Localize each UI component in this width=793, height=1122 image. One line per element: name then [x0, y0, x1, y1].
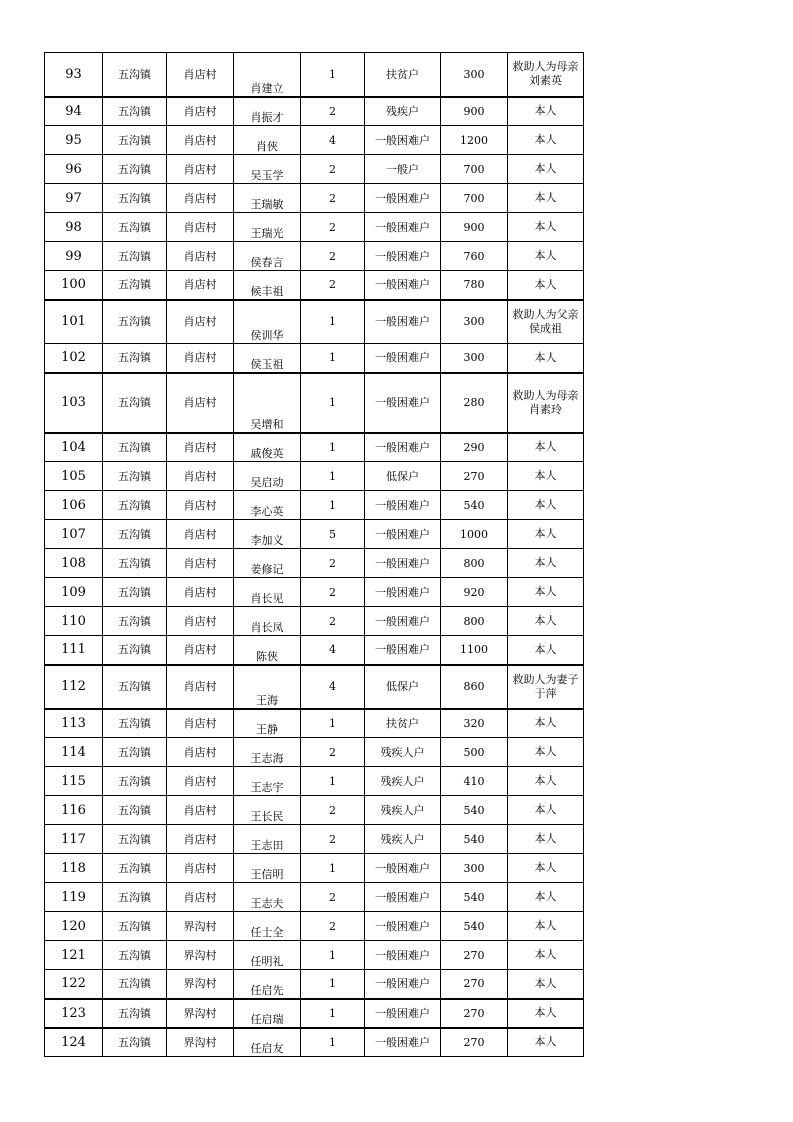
village-cell: 肖店村	[167, 433, 234, 462]
remark-cell: 本人	[508, 491, 584, 520]
roster-body	[45, 53, 584, 1057]
household-size-cell: 1	[301, 491, 365, 520]
row-number-cell: 107	[45, 520, 103, 549]
household-size-cell: 2	[301, 549, 365, 578]
household-category-cell: 残疾人户	[365, 796, 441, 825]
recipient-name-cell: 王信明	[234, 854, 301, 883]
household-size-cell: 2	[301, 825, 365, 854]
table-row	[45, 53, 584, 97]
town-cell: 五沟镇	[103, 373, 167, 433]
recipient-name-cell: 王志夫	[234, 883, 301, 912]
row-number-cell: 122	[45, 970, 103, 999]
row-number-cell: 115	[45, 767, 103, 796]
village-cell: 界沟村	[167, 1028, 234, 1057]
recipient-name-cell: 任明礼	[234, 941, 301, 970]
recipient-name-cell: 肖俠	[234, 126, 301, 155]
recipient-name-cell: 侯训华	[234, 300, 301, 344]
household-size-cell: 4	[301, 126, 365, 155]
town-cell: 五沟镇	[103, 126, 167, 155]
remark-cell: 本人	[508, 709, 584, 738]
recipient-name-cell: 李加义	[234, 520, 301, 549]
relief-amount-cell: 800	[441, 607, 508, 636]
town-cell: 五沟镇	[103, 271, 167, 300]
remark-cell: 本人	[508, 941, 584, 970]
row-number-cell: 113	[45, 709, 103, 738]
household-category-cell: 一般困难户	[365, 373, 441, 433]
town-cell: 五沟镇	[103, 520, 167, 549]
row-number-cell: 94	[45, 97, 103, 126]
remark-cell: 本人	[508, 883, 584, 912]
town-cell: 五沟镇	[103, 854, 167, 883]
village-cell: 肖店村	[167, 636, 234, 665]
row-number-cell: 104	[45, 433, 103, 462]
household-category-cell: 一般困难户	[365, 126, 441, 155]
village-cell: 肖店村	[167, 709, 234, 738]
household-size-cell: 4	[301, 636, 365, 665]
town-cell: 五沟镇	[103, 825, 167, 854]
recipient-name-cell: 吴增和	[234, 373, 301, 433]
village-cell: 肖店村	[167, 883, 234, 912]
remark-cell: 本人	[508, 520, 584, 549]
table-row	[45, 883, 584, 912]
row-number-cell: 101	[45, 300, 103, 344]
table-row	[45, 738, 584, 767]
remark-cell: 本人	[508, 970, 584, 999]
relief-amount-cell: 270	[441, 462, 508, 491]
table-row	[45, 709, 584, 738]
household-category-cell: 一般户	[365, 155, 441, 184]
table-row	[45, 665, 584, 709]
household-size-cell: 1	[301, 344, 365, 373]
relief-amount-cell: 760	[441, 242, 508, 271]
village-cell: 肖店村	[167, 184, 234, 213]
table-row	[45, 242, 584, 271]
relief-amount-cell: 270	[441, 970, 508, 999]
row-number-cell: 105	[45, 462, 103, 491]
household-size-cell: 1	[301, 462, 365, 491]
table-row	[45, 767, 584, 796]
relief-amount-cell: 1200	[441, 126, 508, 155]
town-cell: 五沟镇	[103, 709, 167, 738]
row-number-cell: 106	[45, 491, 103, 520]
relief-amount-cell: 270	[441, 941, 508, 970]
village-cell: 肖店村	[167, 155, 234, 184]
household-category-cell: 一般困难户	[365, 271, 441, 300]
recipient-name-cell: 肖振才	[234, 97, 301, 126]
household-category-cell: 扶贫户	[365, 53, 441, 97]
household-category-cell: 一般困难户	[365, 491, 441, 520]
town-cell: 五沟镇	[103, 53, 167, 97]
village-cell: 肖店村	[167, 462, 234, 491]
remark-cell: 救助人为父亲侯成祖	[508, 300, 584, 344]
household-size-cell: 2	[301, 796, 365, 825]
table-row	[45, 999, 584, 1028]
relief-roster-table	[44, 52, 584, 1057]
village-cell: 肖店村	[167, 665, 234, 709]
relief-amount-cell: 1100	[441, 636, 508, 665]
recipient-name-cell: 王静	[234, 709, 301, 738]
household-size-cell: 2	[301, 213, 365, 242]
row-number-cell: 93	[45, 53, 103, 97]
table-row	[45, 549, 584, 578]
household-size-cell: 1	[301, 373, 365, 433]
relief-amount-cell: 900	[441, 213, 508, 242]
village-cell: 肖店村	[167, 549, 234, 578]
town-cell: 五沟镇	[103, 491, 167, 520]
relief-amount-cell: 540	[441, 796, 508, 825]
household-category-cell: 一般困难户	[365, 242, 441, 271]
recipient-name-cell: 任启先	[234, 970, 301, 999]
village-cell: 界沟村	[167, 970, 234, 999]
row-number-cell: 102	[45, 344, 103, 373]
household-category-cell: 一般困难户	[365, 941, 441, 970]
town-cell: 五沟镇	[103, 767, 167, 796]
table-row	[45, 155, 584, 184]
household-category-cell: 一般困难户	[365, 854, 441, 883]
row-number-cell: 118	[45, 854, 103, 883]
household-category-cell: 一般困难户	[365, 213, 441, 242]
household-size-cell: 2	[301, 738, 365, 767]
remark-cell: 本人	[508, 271, 584, 300]
recipient-name-cell: 李心英	[234, 491, 301, 520]
household-size-cell: 1	[301, 1028, 365, 1057]
table-row	[45, 796, 584, 825]
table-row	[45, 941, 584, 970]
town-cell: 五沟镇	[103, 941, 167, 970]
household-size-cell: 1	[301, 767, 365, 796]
recipient-name-cell: 任启瑞	[234, 999, 301, 1028]
table-row	[45, 854, 584, 883]
household-category-cell: 一般困难户	[365, 433, 441, 462]
town-cell: 五沟镇	[103, 738, 167, 767]
table-row	[45, 578, 584, 607]
remark-cell: 本人	[508, 97, 584, 126]
household-size-cell: 2	[301, 184, 365, 213]
table-row	[45, 97, 584, 126]
remark-cell: 本人	[508, 126, 584, 155]
household-category-cell: 残疾人户	[365, 738, 441, 767]
remark-cell: 救助人为妻子于萍	[508, 665, 584, 709]
remark-cell: 本人	[508, 344, 584, 373]
household-category-cell: 残疾户	[365, 97, 441, 126]
table-row	[45, 607, 584, 636]
row-number-cell: 116	[45, 796, 103, 825]
recipient-name-cell: 任士全	[234, 912, 301, 941]
row-number-cell: 112	[45, 665, 103, 709]
household-category-cell: 一般困难户	[365, 970, 441, 999]
relief-amount-cell: 300	[441, 300, 508, 344]
remark-cell: 本人	[508, 578, 584, 607]
village-cell: 肖店村	[167, 126, 234, 155]
village-cell: 肖店村	[167, 767, 234, 796]
household-size-cell: 1	[301, 854, 365, 883]
household-category-cell: 一般困难户	[365, 912, 441, 941]
remark-cell: 本人	[508, 738, 584, 767]
relief-amount-cell: 540	[441, 912, 508, 941]
table-row	[45, 344, 584, 373]
remark-cell: 本人	[508, 242, 584, 271]
household-size-cell: 2	[301, 578, 365, 607]
household-size-cell: 2	[301, 883, 365, 912]
relief-amount-cell: 1000	[441, 520, 508, 549]
household-size-cell: 1	[301, 433, 365, 462]
household-category-cell: 残疾人户	[365, 767, 441, 796]
relief-amount-cell: 780	[441, 271, 508, 300]
recipient-name-cell: 王瑞敏	[234, 184, 301, 213]
town-cell: 五沟镇	[103, 549, 167, 578]
recipient-name-cell: 陈俠	[234, 636, 301, 665]
household-category-cell: 一般困难户	[365, 520, 441, 549]
relief-amount-cell: 540	[441, 825, 508, 854]
household-category-cell: 一般困难户	[365, 607, 441, 636]
row-number-cell: 96	[45, 155, 103, 184]
relief-amount-cell: 300	[441, 854, 508, 883]
table-row	[45, 1028, 584, 1057]
remark-cell: 本人	[508, 607, 584, 636]
village-cell: 肖店村	[167, 300, 234, 344]
remark-cell: 本人	[508, 549, 584, 578]
row-number-cell: 99	[45, 242, 103, 271]
town-cell: 五沟镇	[103, 665, 167, 709]
village-cell: 肖店村	[167, 344, 234, 373]
remark-cell: 本人	[508, 767, 584, 796]
village-cell: 肖店村	[167, 578, 234, 607]
table-row	[45, 271, 584, 300]
row-number-cell: 124	[45, 1028, 103, 1057]
relief-amount-cell: 800	[441, 549, 508, 578]
table-row	[45, 491, 584, 520]
village-cell: 肖店村	[167, 373, 234, 433]
row-number-cell: 110	[45, 607, 103, 636]
household-size-cell: 2	[301, 242, 365, 271]
village-cell: 界沟村	[167, 999, 234, 1028]
row-number-cell: 111	[45, 636, 103, 665]
table-row	[45, 184, 584, 213]
remark-cell: 本人	[508, 796, 584, 825]
recipient-name-cell: 候丰祖	[234, 271, 301, 300]
village-cell: 界沟村	[167, 912, 234, 941]
household-size-cell: 5	[301, 520, 365, 549]
relief-amount-cell: 290	[441, 433, 508, 462]
household-category-cell: 一般困难户	[365, 300, 441, 344]
town-cell: 五沟镇	[103, 883, 167, 912]
town-cell: 五沟镇	[103, 999, 167, 1028]
village-cell: 肖店村	[167, 520, 234, 549]
household-size-cell: 2	[301, 271, 365, 300]
row-number-cell: 97	[45, 184, 103, 213]
household-size-cell: 1	[301, 300, 365, 344]
household-size-cell: 1	[301, 53, 365, 97]
row-number-cell: 103	[45, 373, 103, 433]
relief-amount-cell: 860	[441, 665, 508, 709]
village-cell: 肖店村	[167, 213, 234, 242]
recipient-name-cell: 姜修记	[234, 549, 301, 578]
household-size-cell: 1	[301, 999, 365, 1028]
household-category-cell: 一般困难户	[365, 549, 441, 578]
remark-cell: 救助人为母亲刘素英	[508, 53, 584, 97]
town-cell: 五沟镇	[103, 607, 167, 636]
relief-amount-cell: 700	[441, 155, 508, 184]
row-number-cell: 109	[45, 578, 103, 607]
table-row	[45, 636, 584, 665]
remark-cell: 本人	[508, 155, 584, 184]
recipient-name-cell: 侯玉祖	[234, 344, 301, 373]
village-cell: 肖店村	[167, 854, 234, 883]
household-category-cell: 一般困难户	[365, 1028, 441, 1057]
town-cell: 五沟镇	[103, 578, 167, 607]
household-size-cell: 1	[301, 709, 365, 738]
village-cell: 肖店村	[167, 242, 234, 271]
household-category-cell: 一般困难户	[365, 184, 441, 213]
relief-amount-cell: 920	[441, 578, 508, 607]
remark-cell: 本人	[508, 912, 584, 941]
remark-cell: 本人	[508, 184, 584, 213]
row-number-cell: 121	[45, 941, 103, 970]
recipient-name-cell: 肖长凤	[234, 607, 301, 636]
household-size-cell: 2	[301, 912, 365, 941]
table-row	[45, 825, 584, 854]
row-number-cell: 114	[45, 738, 103, 767]
table-row	[45, 373, 584, 433]
table-row	[45, 912, 584, 941]
town-cell: 五沟镇	[103, 433, 167, 462]
recipient-name-cell: 王志田	[234, 825, 301, 854]
remark-cell: 本人	[508, 213, 584, 242]
recipient-name-cell: 吴玉学	[234, 155, 301, 184]
row-number-cell: 95	[45, 126, 103, 155]
town-cell: 五沟镇	[103, 97, 167, 126]
town-cell: 五沟镇	[103, 155, 167, 184]
household-category-cell: 扶贫户	[365, 709, 441, 738]
relief-amount-cell: 900	[441, 97, 508, 126]
recipient-name-cell: 戚俊英	[234, 433, 301, 462]
recipient-name-cell: 肖建立	[234, 53, 301, 97]
recipient-name-cell: 王长民	[234, 796, 301, 825]
town-cell: 五沟镇	[103, 184, 167, 213]
village-cell: 肖店村	[167, 271, 234, 300]
remark-cell: 本人	[508, 854, 584, 883]
row-number-cell: 120	[45, 912, 103, 941]
village-cell: 肖店村	[167, 97, 234, 126]
row-number-cell: 108	[45, 549, 103, 578]
household-size-cell: 2	[301, 607, 365, 636]
recipient-name-cell: 侯春言	[234, 242, 301, 271]
recipient-name-cell: 王志海	[234, 738, 301, 767]
relief-amount-cell: 270	[441, 1028, 508, 1057]
relief-amount-cell: 540	[441, 883, 508, 912]
town-cell: 五沟镇	[103, 213, 167, 242]
household-category-cell: 一般困难户	[365, 999, 441, 1028]
relief-amount-cell: 700	[441, 184, 508, 213]
remark-cell: 本人	[508, 433, 584, 462]
row-number-cell: 123	[45, 999, 103, 1028]
recipient-name-cell: 王海	[234, 665, 301, 709]
village-cell: 肖店村	[167, 53, 234, 97]
relief-amount-cell: 410	[441, 767, 508, 796]
table-row	[45, 970, 584, 999]
relief-amount-cell: 300	[441, 344, 508, 373]
relief-amount-cell: 280	[441, 373, 508, 433]
town-cell: 五沟镇	[103, 912, 167, 941]
remark-cell: 救助人为母亲肖素玲	[508, 373, 584, 433]
household-category-cell: 一般困难户	[365, 883, 441, 912]
household-category-cell: 残疾人户	[365, 825, 441, 854]
remark-cell: 本人	[508, 999, 584, 1028]
table-row	[45, 126, 584, 155]
village-cell: 界沟村	[167, 941, 234, 970]
household-category-cell: 一般困难户	[365, 636, 441, 665]
recipient-name-cell: 任启友	[234, 1028, 301, 1057]
table-row	[45, 213, 584, 242]
household-category-cell: 一般困难户	[365, 344, 441, 373]
town-cell: 五沟镇	[103, 1028, 167, 1057]
town-cell: 五沟镇	[103, 970, 167, 999]
remark-cell: 本人	[508, 1028, 584, 1057]
row-number-cell: 100	[45, 271, 103, 300]
recipient-name-cell: 吴启动	[234, 462, 301, 491]
row-number-cell: 119	[45, 883, 103, 912]
village-cell: 肖店村	[167, 796, 234, 825]
village-cell: 肖店村	[167, 491, 234, 520]
remark-cell: 本人	[508, 636, 584, 665]
row-number-cell: 98	[45, 213, 103, 242]
household-size-cell: 2	[301, 97, 365, 126]
household-size-cell: 4	[301, 665, 365, 709]
relief-amount-cell: 320	[441, 709, 508, 738]
town-cell: 五沟镇	[103, 300, 167, 344]
recipient-name-cell: 肖长见	[234, 578, 301, 607]
village-cell: 肖店村	[167, 738, 234, 767]
table-row	[45, 520, 584, 549]
household-category-cell: 低保户	[365, 665, 441, 709]
relief-amount-cell: 270	[441, 999, 508, 1028]
town-cell: 五沟镇	[103, 636, 167, 665]
household-size-cell: 1	[301, 970, 365, 999]
relief-amount-cell: 500	[441, 738, 508, 767]
relief-amount-cell: 300	[441, 53, 508, 97]
household-category-cell: 一般困难户	[365, 578, 441, 607]
table-row	[45, 433, 584, 462]
recipient-name-cell: 王志宇	[234, 767, 301, 796]
household-size-cell: 2	[301, 155, 365, 184]
table-row	[45, 462, 584, 491]
recipient-name-cell: 王瑞光	[234, 213, 301, 242]
remark-cell: 本人	[508, 825, 584, 854]
town-cell: 五沟镇	[103, 796, 167, 825]
town-cell: 五沟镇	[103, 344, 167, 373]
town-cell: 五沟镇	[103, 242, 167, 271]
household-category-cell: 低保户	[365, 462, 441, 491]
row-number-cell: 117	[45, 825, 103, 854]
household-size-cell: 1	[301, 941, 365, 970]
remark-cell: 本人	[508, 462, 584, 491]
table-row	[45, 300, 584, 344]
village-cell: 肖店村	[167, 607, 234, 636]
village-cell: 肖店村	[167, 825, 234, 854]
relief-amount-cell: 540	[441, 491, 508, 520]
town-cell: 五沟镇	[103, 462, 167, 491]
